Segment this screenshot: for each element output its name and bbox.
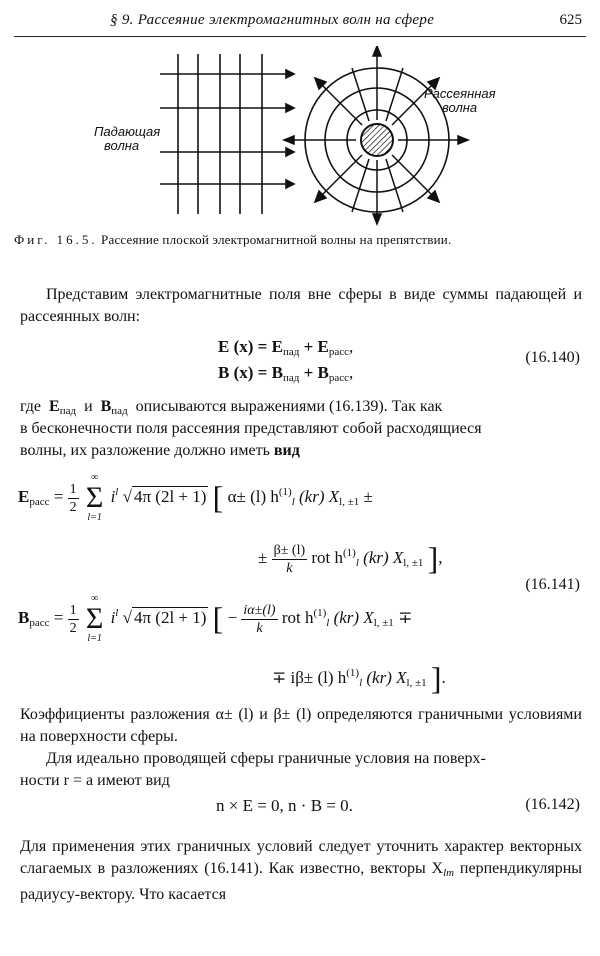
paragraph-1: Представим электромагнитные поля вне сферы в виде суммы падающей и рассеянных волн: [20, 286, 582, 325]
equation-number-16-141: (16.141) [525, 576, 580, 593]
svg-text:волна: волна [104, 138, 140, 153]
equation-16-141-E-line1: $E_{расс}$ = $\frac{1}{2}$ ∞ Σ l=1 $i^l$ √ 4π (2l + 1) [ α± (l) $h^{(1)}_l$ (kr) $X_{l, \pm 1}$ ± [18, 472, 373, 523]
paragraph-2-line2: в бесконечности поля рассеяния представляют собой расходящиеся [20, 420, 482, 437]
scattering-figure [90, 46, 520, 226]
svg-text:Рассеянная: Рассеянная [424, 86, 496, 101]
caption-lead: Фиг. 16.5. [14, 232, 98, 247]
paragraph-5: Для применения этих граничных условий следует уточнить характер векторных слагаемых в разложениях (16.141). Как известно, векторы $X_{lm}$ перпендикулярны радиусу-вектору. Что касается [20, 838, 582, 903]
section-title: § 9. Рассеяние электромагнитных волн на сфере [110, 12, 435, 28]
paragraph-4-line1: Для идеально проводящей сферы граничные условия на поверх- [46, 750, 486, 767]
caption-text: Рассеяние плоской электромагнитной волны на препятствии. [101, 232, 452, 247]
paragraph-2-line3: волны, их разложение должно иметь вид [20, 442, 300, 459]
svg-text:волна: волна [442, 100, 478, 115]
scattered-wave-label [424, 86, 496, 115]
page-number: 625 [559, 12, 582, 28]
equation-number-16-142: (16.142) [525, 796, 580, 813]
figure-caption [14, 232, 594, 248]
equation-number-16-140: (16.140) [525, 349, 580, 366]
incident-wave-grid [160, 54, 294, 214]
incident-wave-label [94, 124, 160, 153]
running-header [14, 10, 586, 37]
svg-text:Падающая: Падающая [94, 124, 161, 139]
paragraph-4-line2: ности r = a имеют вид [20, 772, 170, 789]
sphere-obstacle [361, 124, 393, 156]
equation-16-140-line2: B $(x) = B_{пад} + B_{расс}$, [218, 363, 354, 384]
equation-16-141-B-line1: $B_{расс}$ = $\frac{1}{2}$ ∞ Σ l=1 $i^l$ √ 4π (2l + 1) [ − $\frac{i\alpha\pm(l)}{k}$ rot $h^{(1)}_l$ (kr) $X_{l, \pm 1}$ ∓ [18, 593, 413, 644]
equation-16-141-B-line2: ∓ iβ± (l) $h^{(1)}_l$ (kr) $X_{l, \pm 1}$ ]. [272, 660, 446, 696]
paragraph-3: Коэффициенты разложения α± (l) и β± (l) определяются граничными условиями на поверхности сферы. [20, 706, 582, 745]
equation-16-142: n × E = 0, n · B = 0. [216, 796, 353, 815]
equation-16-141-E-line2: ± $\frac{\beta\pm (l)}{k}$ rot $h^{(1)}_l$ (kr) $X_{l, \pm 1}$ ], [258, 540, 443, 576]
equation-16-140-line1: E $(x) = E_{пад} + E_{расс}$, [218, 337, 354, 358]
paragraph-2-line1: где $E_{пад}$ и $B_{пад}$ описываются выражениями (16.139). Так как [20, 398, 443, 417]
